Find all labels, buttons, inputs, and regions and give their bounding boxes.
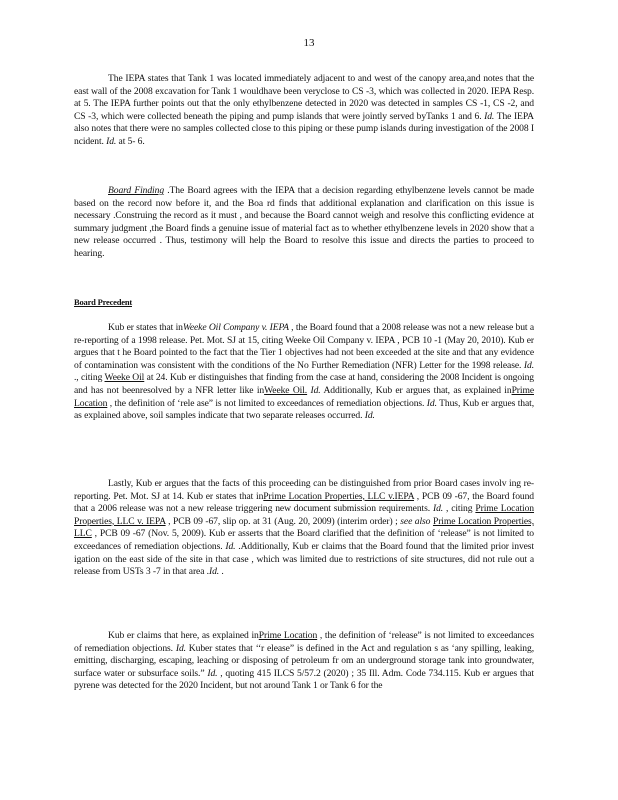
text-run: , the Board found that a 2008 release was not a new release but a re-reporting of a 1998 release. Pet. Mot. SJ at 15, citing Weeke Oil Company v. IEPA , PCB 10 -1 (May 20, 2010). Kub er argues that t he Board pointed to the fact that the Tier 1 objectives had not been exceeded at the site and that any evidence of contamination was consistent with the conditions of the No Further Remediation (NFR) Letter for the 1998 release. <box>74 322 534 371</box>
page-number: 13 <box>303 37 315 49</box>
paragraph-ethylbenzene-iepa <box>74 73 534 149</box>
paragraph-2 <box>74 185 534 261</box>
id-citation: Id. <box>175 642 186 654</box>
paragraph-3 <box>74 322 534 423</box>
case-citation: Weeke Oil <box>104 372 145 384</box>
text-run: , PCB 09 -67, the Board found that a 2006 release was not a new release triggering new document submission requirements. <box>74 490 534 515</box>
text-run: Kuber states that ‘‘r elease” is defined in the Act and regulation s as ‘any spilling, leaking, emitting, discharging, escaping, leaching or disposing of petroleum fr om an underground storage tank into groundwater, surface water or subsurface soils.” <box>74 642 535 679</box>
board-finding-lead: Board Finding <box>108 185 165 196</box>
text-run: Kub er states that in <box>108 322 183 333</box>
text-run: Kub er claims that here, as explained in <box>108 630 259 641</box>
section-heading-board-precedent: Board Precedent <box>74 297 132 307</box>
id-citation: Id. <box>523 359 534 371</box>
text-run: Thus, Kub er argues that, as explained above, soil samples indicate that two separate releases occurred. <box>74 397 534 422</box>
paragraph-prime-location <box>74 478 534 579</box>
paragraph-4 <box>74 478 534 579</box>
case-citation: Prime Location Properties, LLC <box>74 515 534 540</box>
case-citation: Weeke Oil. <box>264 384 308 396</box>
paragraph-1 <box>74 73 534 149</box>
text-run: .The Board agrees with the IEPA that a decision regarding ethylbenzene levels cannot be made based on the record now before it, and the Boa rd finds that additional explanation and clarification on this issue is necessary .Construing the record as it must , and because the Board cannot weigh and resolve this conflicting evidence at summary judgment ,the Board finds a genuine issue of material fact as to whether ethylbenzene levels in 2020 show that a new release occurred . Thus, testimony will help the Board to resolve this issue and directs the parties to proceed to hearing. <box>74 185 534 259</box>
signal-see-also: see also <box>400 515 431 527</box>
paragraph-weeke-oil <box>74 322 534 423</box>
id-citation: Id. <box>364 410 375 422</box>
paragraph-board-finding <box>74 185 534 261</box>
text-run: , quoting 415 ILCS 5/57.2 (2020) ; 35 Ill. Adm. Code 734.115. Kub er argues that pyrene was detected for the 2020 Incident, but not around Tank 1 or Tank 6 for the <box>74 667 534 692</box>
paragraph-5 <box>74 630 534 693</box>
text-run: The IEPA also notes that there were no samples collected close to this piping or these pump islands during investigation of the 2008 I ncident. <box>74 110 535 147</box>
case-citation: Prime Location Properties, LLC v.IEPA <box>263 490 415 502</box>
text-run: . <box>219 566 224 578</box>
id-citation: Id. <box>207 667 218 679</box>
id-citation: Id. <box>225 540 236 552</box>
text-run: , PCB 09 -67, slip op. at 31 (Aug. 20, 2009) (interim order) ; <box>165 515 401 527</box>
text-run: .Additionally, Kub er claims that the Board found that the limited prior invest igation on the east side of the site in that case , which was limited due to restrictions of site structures, did not rule out a release from USTs 3 -7 in that area . <box>74 540 534 578</box>
case-citation: Prime Location <box>74 384 534 409</box>
text-run: Lastly, Kub er argues that the facts of this proceeding can be distinguished from prior Board cases involv ing re- reporting. Pet. Mot. SJ at 14. Kub er states that in <box>74 478 534 502</box>
text-run: at 5- 6. <box>116 135 145 147</box>
id-citation: Id. <box>106 135 117 147</box>
text-run: at 24. Kub er distinguishes that finding from the case at hand, considering the 2008 Incident is ongoing and has not beenresolved by a NFR letter like in <box>74 372 534 396</box>
text-run: , the definition of ‘rele ase” is not limited to exceedances of remediation objections. <box>107 397 427 409</box>
text-run: Additionally, Kub er argues that, as explained in <box>320 384 512 396</box>
case-citation: Prime Location Properties, LLC v. IEPA <box>74 503 535 527</box>
text-run: , citing <box>443 503 476 515</box>
text-run: , PCB 09 -67 (Nov. 5, 2009). Kub er asserts that the Board clarified that the definition of ‘release” is not limited to exceedances of remediation objections. <box>74 528 534 552</box>
case-citation: Prime Location <box>258 630 318 641</box>
id-citation: Id. <box>484 110 495 122</box>
id-citation: Id. <box>208 566 220 578</box>
text-run: The IEPA states that Tank 1 was located immediately adjacent to and west of the canopy area,and notes that the east wall of the 2008 excavation for Tank 1 wouldhave been veryclose to CS -3, which was collected in 2020. IEPA Resp. at 5. The IEPA further points out that the only ethylbenzene detected in 2020 was detected in samples CS -1, CS -2, and CS -3, which were collected beneath the piping and pump islands that were jointly served byTanks 1 and 6. <box>74 73 534 122</box>
id-citation: Id. <box>310 384 321 396</box>
id-citation: Id. <box>432 503 444 515</box>
text-run: , the definition of ‘release” is not limited to exceedances of remediation objections. <box>74 630 534 654</box>
text-run: ., citing <box>74 372 105 384</box>
case-citation: Weeke Oil Company v. IEPA <box>182 322 289 333</box>
paragraph-release-definition <box>74 630 534 693</box>
id-citation: Id. <box>426 397 437 409</box>
